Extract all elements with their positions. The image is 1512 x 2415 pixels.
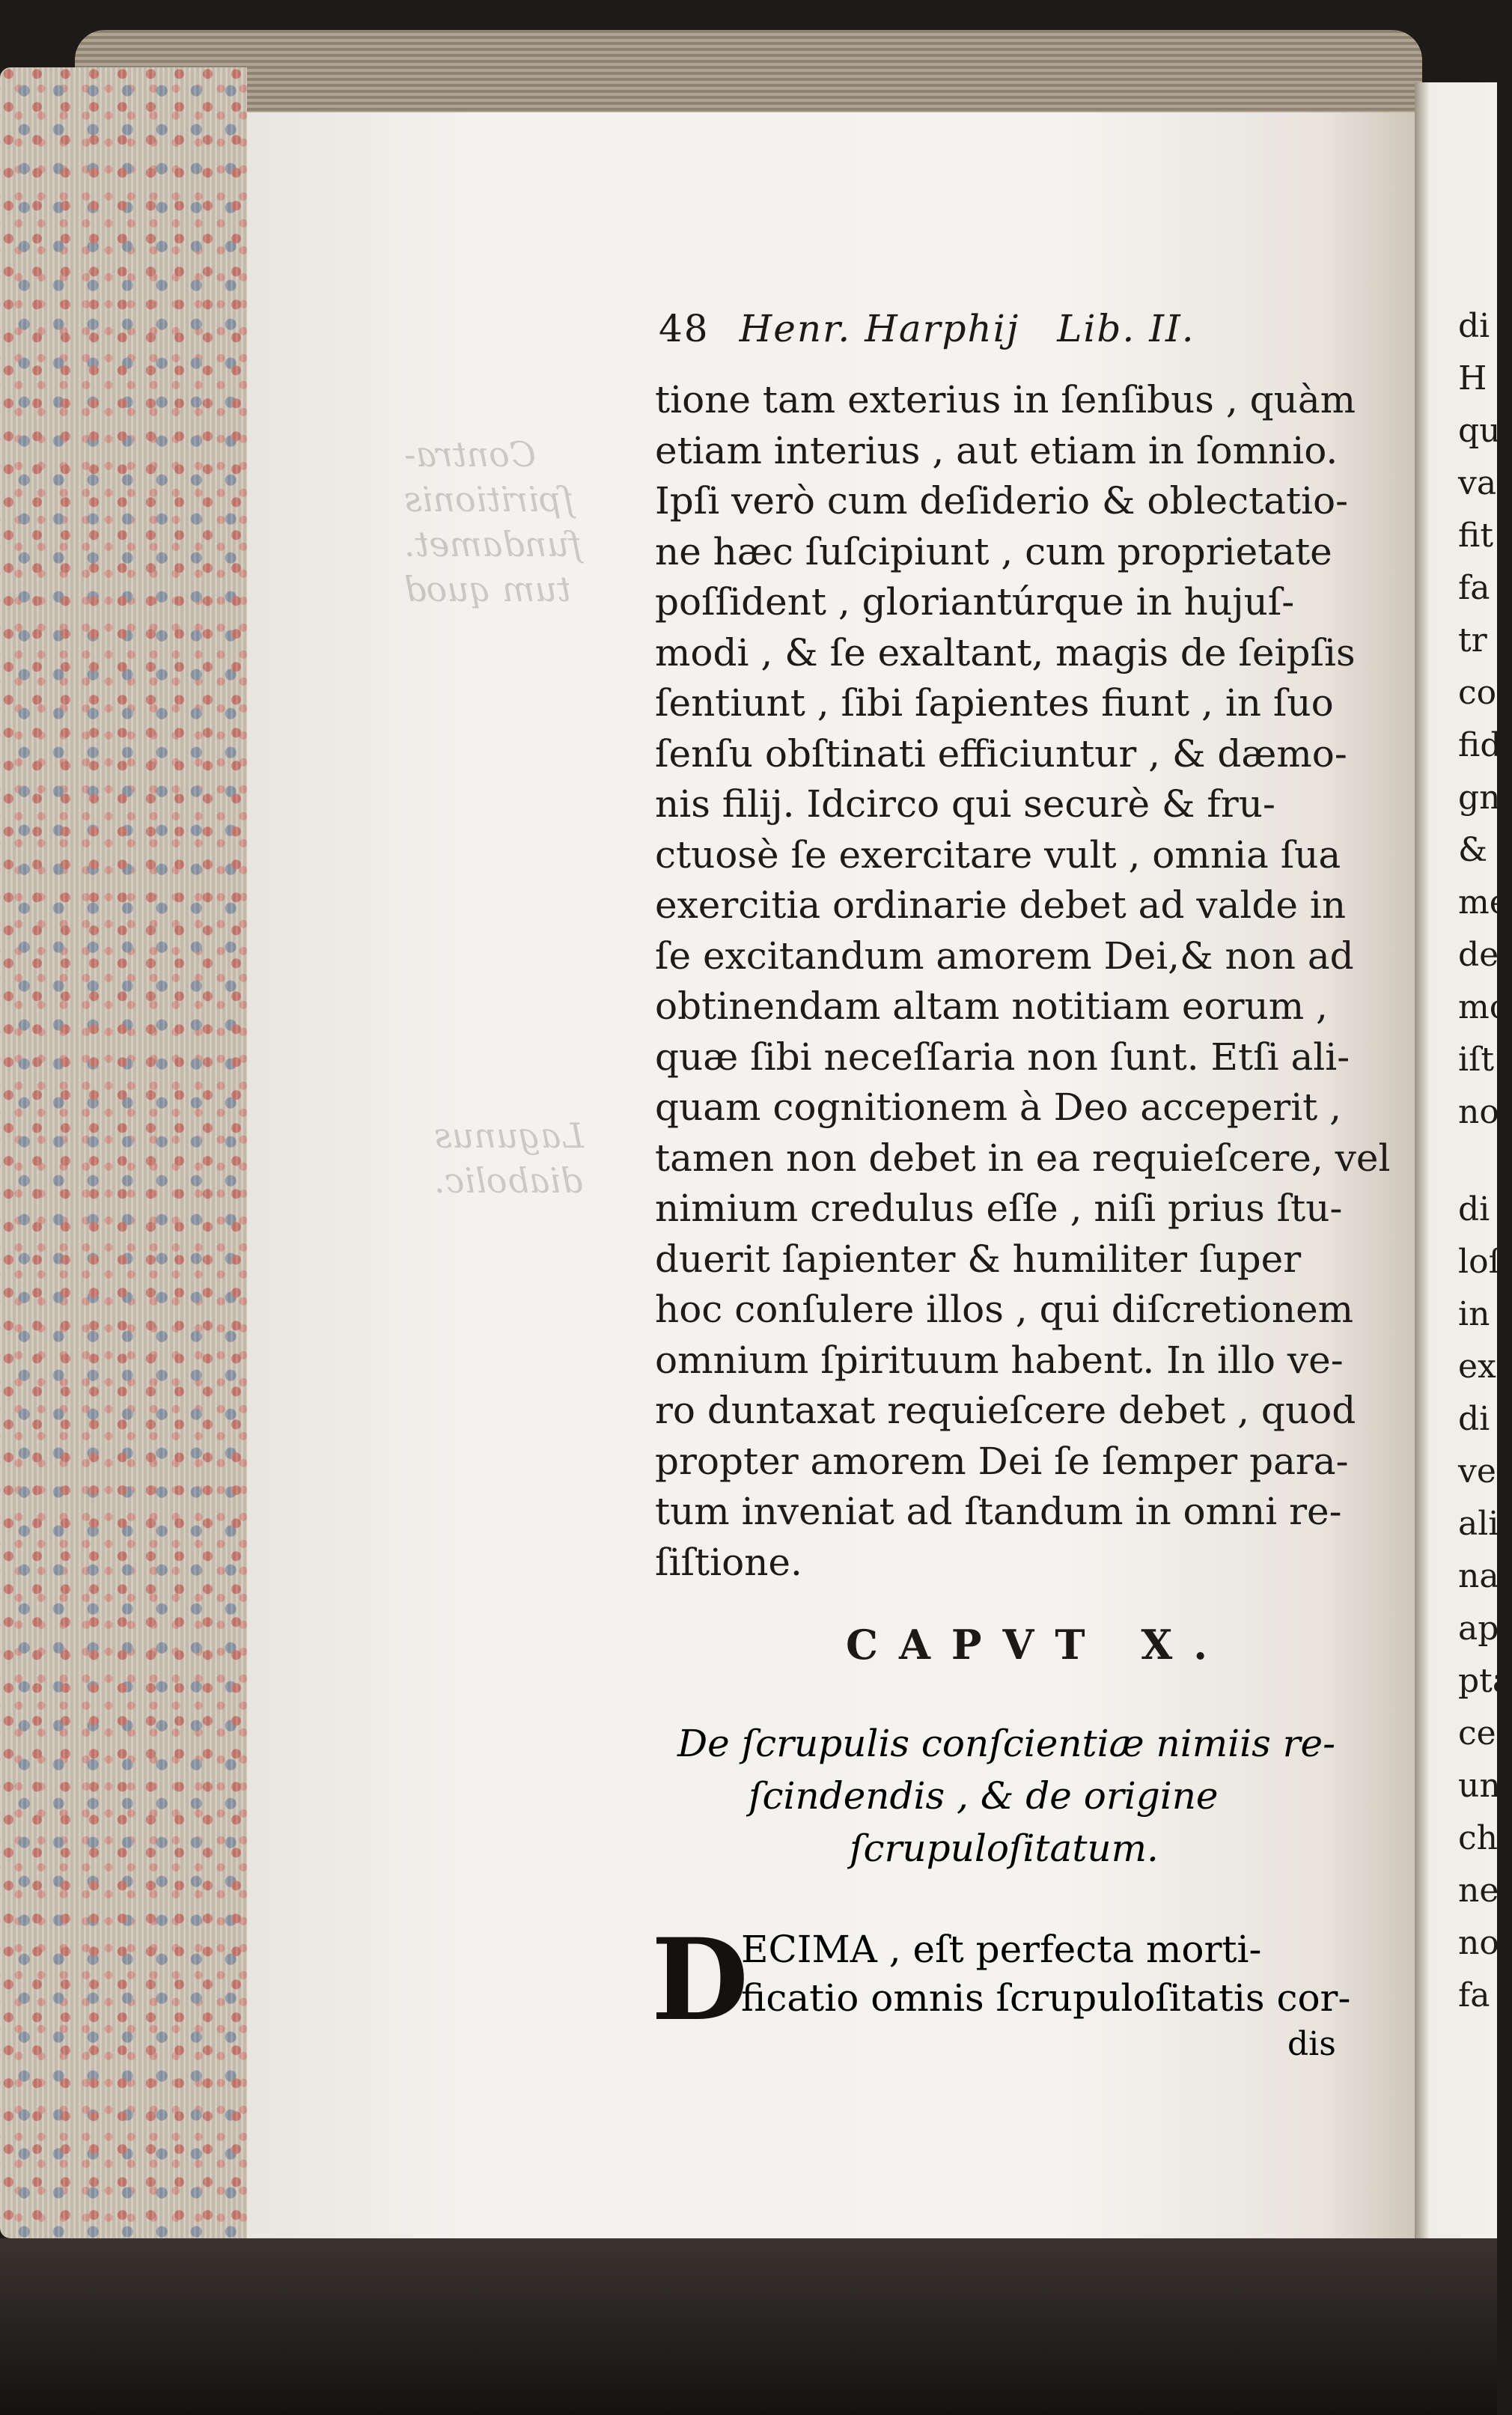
book-fore-edge [0,67,247,2238]
facing-page-fragment: ali [1458,1505,1499,1543]
chapter-subtitle-line: De ſcrupulis conſcientiæ nimiis re- [677,1722,1336,1765]
body-line: poſſident , gloriantúrque in hujuſ- [655,580,1295,624]
facing-page-fragment: ve [1458,1452,1496,1490]
header-author: Henr. Harphij [739,307,1020,350]
body-line: quæ ſibi neceſſaria non ſunt. Etſi ali- [655,1035,1350,1079]
ghost-marginalia: diabolic. [434,1160,583,1201]
facing-page-fragment: na [1458,1557,1499,1595]
body-line: quam cognitionem à Deo acceperit , [655,1085,1342,1129]
drop-cap: D [651,1914,749,2046]
catchword: dis [1287,2025,1336,2063]
facing-page-fragment: ex [1458,1347,1496,1386]
facing-page-fragment: va [1458,464,1497,502]
facing-page-fragment: gn [1458,779,1501,817]
ghost-marginalia: Contra- [404,434,536,475]
facing-page-fragment: fid [1458,726,1502,764]
body-line: ro duntaxat requieſcere debet , quod [655,1389,1356,1432]
body-line: ne hæc ſuſcipiunt , cum proprietate [655,529,1332,573]
ghost-marginalia: tum quod [404,569,571,609]
body-line: propter amorem Dei ſe ſemper para- [655,1439,1349,1483]
body-line: tamen non debet in ea requieſcere, vel [655,1136,1391,1180]
facing-page-fragment: me [1458,883,1509,922]
body-line: obtinendam altam notitiam eorum , [655,984,1328,1028]
ghost-marginalia: ſpiritionis [404,479,574,520]
ghost-marginalia: fundamet. [404,524,582,564]
ghost-marginalia: Lagunus [434,1115,584,1156]
body-line: ſe excitandum amorem Dei,& non ad [655,934,1354,978]
facing-page-fragment: no [1458,1924,1499,1962]
facing-page-fragment: di [1458,1190,1490,1228]
running-header [659,307,1195,350]
body-line: duerit ſapienter & humiliter ſuper [655,1237,1302,1281]
body-line: ctuosè ſe exercitare vult , omnia ſua [655,832,1341,877]
page-number: 48 [659,307,710,350]
body-line: tione tam exterius in ſenſibus , quàm [655,378,1356,421]
facing-page-fragment: H [1458,359,1487,398]
facing-page-fragment: mo [1458,988,1510,1026]
body-line: etiam interius , aut etiam in ſomnio. [655,428,1338,472]
facing-page-fragment: pta [1458,1662,1512,1700]
facing-page-fragment: di [1458,1400,1490,1438]
facing-page-fragment: iſt [1458,1041,1495,1079]
body-line: ſenſu obſtinati efficiuntur , & dæmo- [655,731,1347,776]
body-line: exercitia ordinarie debet ad valde in [655,883,1347,927]
body-line: modi , & ſe exaltant, magis de ſeipſis [655,630,1356,674]
facing-page-fragment: ce [1458,1714,1496,1752]
facing-page-fragment: tr [1458,621,1487,660]
body-line: hoc conſulere illos , qui diſcretionem [655,1288,1354,1331]
body-line: nis filij. Idcirco qui securè & fru- [655,782,1275,826]
chapter-second-line: ficatio omnis ſcrupuloſitatis cor- [741,1976,1351,2020]
body-line: ſiſtione. [655,1540,802,1584]
facing-page-fragment: qu [1458,412,1501,450]
facing-page-fragment: fa [1458,569,1490,607]
facing-page-fragment: & [1458,831,1488,869]
facing-page-fragment: ch [1458,1819,1498,1857]
bottom-shadow [0,2238,1497,2415]
facing-page-fragment: fa [1458,1976,1490,2014]
chapter-first-line: ECIMA , eſt perfecta morti- [741,1928,1262,1971]
facing-page-fragment: ne [1458,1872,1499,1910]
body-line: nimium credulus eſſe , niſi prius ſtu- [655,1187,1343,1230]
facing-page-fragment: ap [1458,1610,1499,1648]
facing-page-fragment: di [1458,307,1490,345]
body-line: Ipſi verò cum deſiderio & oblectatio- [655,479,1349,523]
facing-page-fragment: un [1458,1767,1501,1805]
body-line: ſentiunt , ſibi ſapientes fiunt , in ſuo [655,681,1334,725]
body-line: omnium ſpirituum habent. In illo ve- [655,1338,1344,1382]
facing-page-fragment: co [1458,674,1497,712]
facing-page-fragment: loſ [1458,1243,1501,1281]
facing-page-fragment: fit [1458,517,1494,555]
chapter-subtitle-line: ſcrupuloſitatum. [850,1827,1159,1870]
chapter-subtitle-line: ſcindendis , & de origine [749,1774,1219,1818]
facing-page-fragment: no [1458,1093,1499,1131]
body-line: tum inveniat ad ſtandum in omni re- [655,1490,1342,1533]
book-top-edge [75,30,1422,120]
chapter-heading: CAPVT X. [846,1621,1229,1669]
header-book: Lib. II. [1057,307,1195,350]
facing-page-fragment: in [1458,1295,1490,1333]
facing-page-fragment: de [1458,936,1499,974]
